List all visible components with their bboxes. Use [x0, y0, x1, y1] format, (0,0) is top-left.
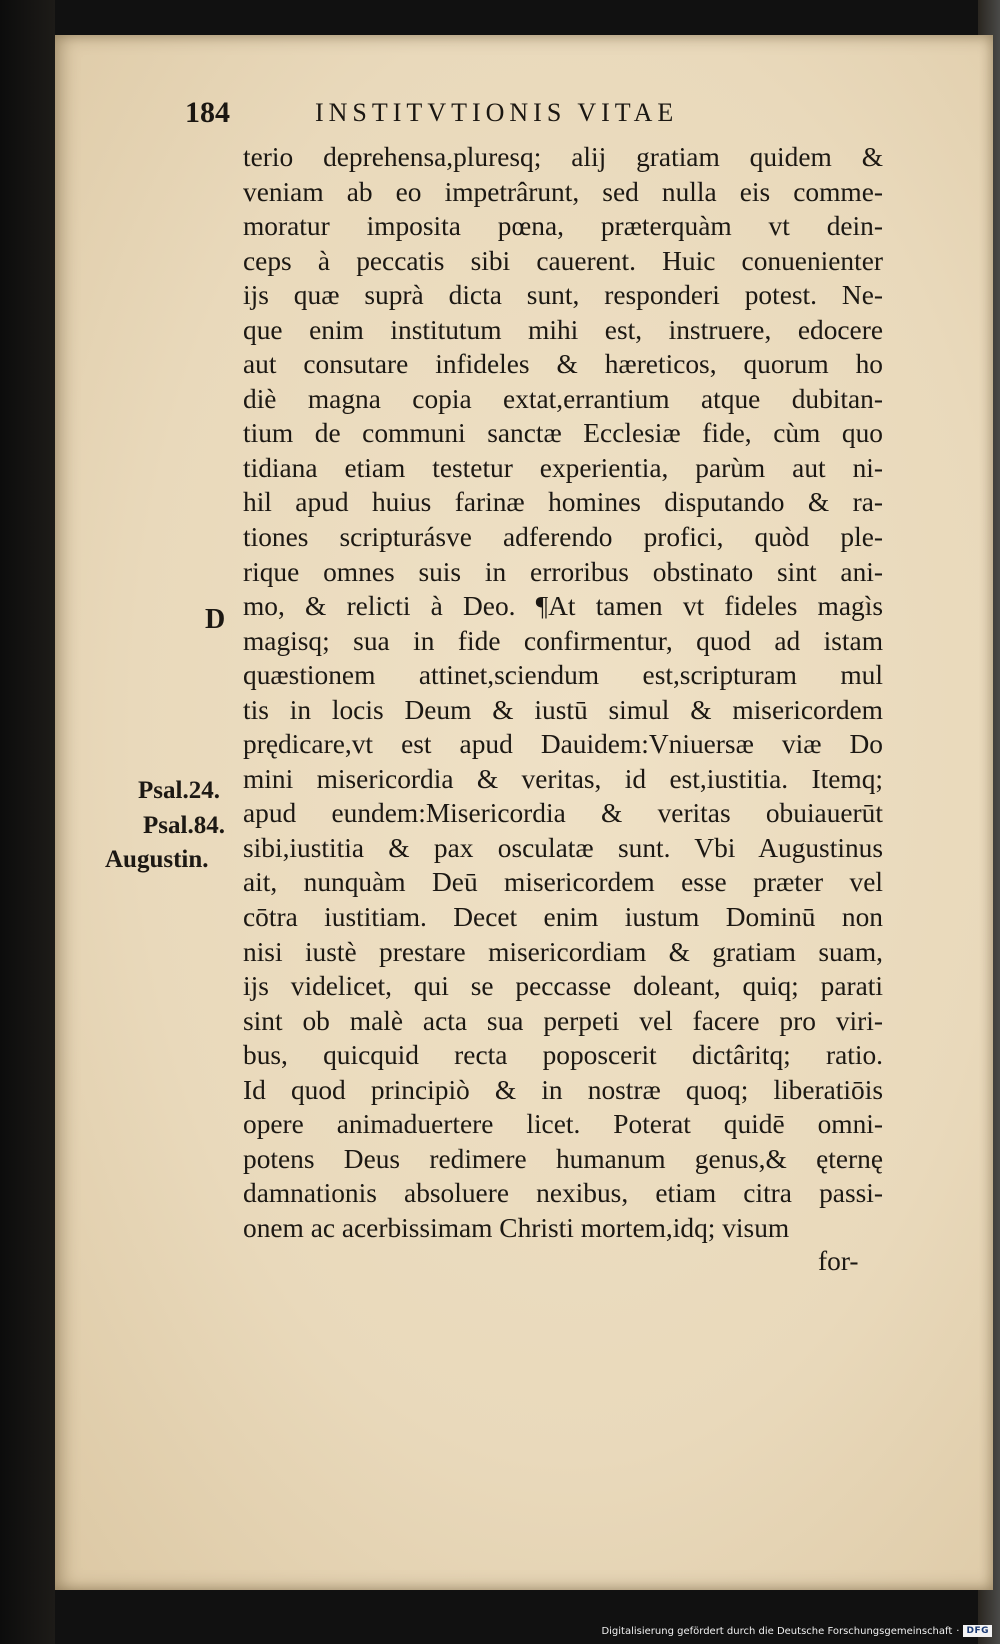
- marginal-psalm-84: Psal.84.: [143, 812, 225, 839]
- text-line: magisq; sua in fide confirmentur, quod ad istam: [243, 625, 883, 656]
- text-line: Id quod principiò & in nostræ quoq; liberatiōis: [243, 1074, 883, 1105]
- text-line: nisi iustè prestare misericordiam & gratiam suam,: [243, 936, 883, 967]
- marginal-augustin: Augustin.: [105, 846, 209, 873]
- binding-edge: [0, 0, 55, 1644]
- marginal-psalm-24: Psal.24.: [138, 777, 220, 804]
- text-line: mo, & relicti à Deo. ¶At tamen vt fideles magìs: [243, 591, 883, 622]
- text-line: terio deprehensa,pluresq; alij gratiam quidem &: [243, 142, 883, 172]
- text-line: moratur imposita pœna, præterquàm vt dein-: [243, 211, 883, 242]
- page-number: 184: [185, 96, 230, 129]
- text-line: apud eundem:Misericordia & veritas obuiauerūt: [243, 798, 883, 829]
- text-line: cōtra iustitiam. Decet enim iustum Dominū non: [243, 902, 883, 933]
- text-line: diè magna copia extat,errantium atque dubitan-: [243, 383, 883, 414]
- marginal-section-letter: D: [205, 604, 226, 635]
- text-line: damnationis absoluere nexibus, etiam citra passi-: [243, 1178, 883, 1209]
- text-line: bus, quicquid recta poposcerit dictâritq; ratio.: [243, 1040, 883, 1071]
- text-line: ceps à peccatis sibi cauerent. Huic conuenienter: [243, 245, 883, 276]
- text-line: hil apud huius farinæ homines disputando & ra-: [243, 487, 883, 518]
- text-line: potens Deus redimere humanum genus,& ęternę: [243, 1143, 883, 1174]
- catchword: for-: [818, 1246, 859, 1276]
- text-line: ijs quæ suprà dicta sunt, responderi potest. Ne-: [243, 280, 883, 311]
- page-header: [185, 96, 905, 136]
- text-line: mini misericordia & veritas, id est,iustitia. Itemq;: [243, 763, 883, 794]
- text-line: onem ac acerbissimam Christi mortem,idq; visum: [243, 1212, 790, 1243]
- text-line: sint ob malè acta sua perpeti vel facere pro viri-: [243, 1005, 883, 1036]
- text-line: sibi,iustitia & pax osculatæ sunt. Vbi Augustinus: [243, 832, 883, 863]
- text-line: tis in locis Deum & iustū simul & misericordem: [243, 694, 883, 725]
- text-line: tiones scripturásve adferendo profici, quòd ple-: [243, 522, 883, 553]
- text-line: ait, nunquàm Deū misericordem esse præter vel: [243, 867, 883, 898]
- text-line: aut consutare infideles & hæreticos, quorum ho: [243, 349, 883, 380]
- body-text: [243, 140, 883, 1246]
- text-line: opere animaduertere licet. Poterat quidē omni-: [243, 1109, 883, 1140]
- digitization-credit: Digitalisierung gefördert durch die Deutsche Forschungsgemeinschaft · DFG: [601, 1623, 992, 1639]
- dfg-logo: DFG: [963, 1625, 992, 1637]
- text-line: veniam ab eo impetrârunt, sed nulla eis comme-: [243, 176, 883, 207]
- running-title: INSTITVTIONIS VITAE: [315, 98, 679, 127]
- text-line: rique omnes suis in erroribus obstinato sint ani-: [243, 556, 883, 587]
- text-line: que enim institutum mihi est, instruere, edocere: [243, 314, 883, 345]
- text-line: prędicare,vt est apud Dauidem:Vniuersæ viæ Do: [243, 729, 883, 760]
- credit-text: Digitalisierung gefördert durch die Deutsche Forschungsgemeinschaft: [601, 1625, 953, 1637]
- text-line: ijs videlicet, qui se peccasse doleant, quiq; parati: [243, 971, 883, 1002]
- text-line: tidiana etiam testetur experientia, parùm aut ni-: [243, 452, 883, 483]
- text-line: tium de communi sanctæ Ecclesiæ fide, cùm quo: [243, 418, 883, 449]
- text-line: quæstionem attinet,sciendum est,scripturam mul: [243, 660, 883, 691]
